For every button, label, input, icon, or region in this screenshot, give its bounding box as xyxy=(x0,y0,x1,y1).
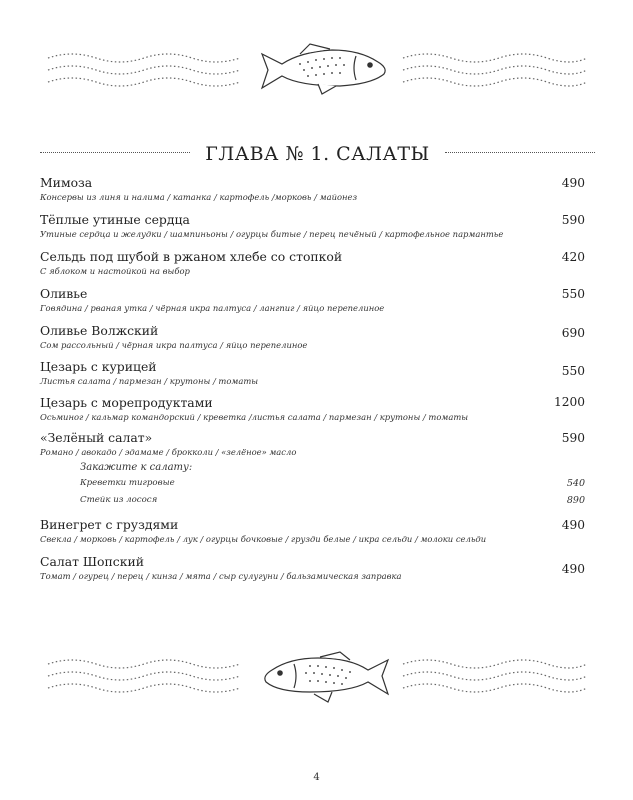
addon-heading: Закажите к салату: xyxy=(80,462,193,473)
menu-item xyxy=(40,554,585,591)
menu-item xyxy=(40,517,585,554)
bottom-decoration xyxy=(0,650,633,710)
item-name: Тёплые утиные сердца xyxy=(40,212,190,227)
item-description: Свекла / морковь / картофель / лук / огурцы бочковые / грузди белые / икра сельди / молоки сельди xyxy=(40,534,487,544)
menu-item xyxy=(40,249,585,286)
item-name: Оливье xyxy=(40,286,88,301)
item-price: 1200 xyxy=(553,395,585,409)
item-name: Мимоза xyxy=(40,175,93,190)
item-price: 420 xyxy=(561,250,585,264)
fish-icon xyxy=(262,44,385,94)
addon-item xyxy=(80,475,585,492)
menu-item xyxy=(40,395,585,430)
menu-item xyxy=(40,212,585,249)
item-price: 550 xyxy=(561,287,585,301)
item-name: Цезарь с курицей xyxy=(40,359,157,374)
item-name: Винегрет с груздями xyxy=(40,517,179,532)
addon-name: Стейк из лосося xyxy=(80,495,158,505)
addon-name: Креветки тигровые xyxy=(80,478,175,488)
chapter-title: ГЛАВА № 1. САЛАТЫ xyxy=(205,143,430,165)
item-price: 490 xyxy=(561,562,585,576)
item-name: Цезарь с морепродуктами xyxy=(40,395,213,410)
item-description: Говядина / рваная утка / чёрная икра палтуса / лангпиг / яйцо перепелиное xyxy=(40,303,385,313)
item-description: Сом рассольный / чёрная икра палтуса / яйцо перепелиное xyxy=(40,340,308,350)
wave-fish-illustration xyxy=(0,40,633,100)
menu-item xyxy=(40,430,585,517)
item-name: Салат Шопский xyxy=(40,554,144,569)
addon-price: 540 xyxy=(566,478,585,489)
item-price: 550 xyxy=(561,364,585,378)
item-description: Листья салата / пармезан / крутоны / томаты xyxy=(40,376,259,386)
item-name: Сельдь под шубой в ржаном хлебе со стопкой xyxy=(40,249,343,264)
top-decoration xyxy=(0,40,633,100)
item-name: Оливье Волжский xyxy=(40,323,159,338)
item-price: 590 xyxy=(561,213,585,227)
item-price: 690 xyxy=(561,326,585,340)
page-number: 4 xyxy=(313,772,320,783)
menu-item xyxy=(40,175,585,212)
addon-item xyxy=(80,492,585,509)
item-description: С яблоком и настойкой на выбор xyxy=(40,266,190,276)
item-description: Осьминог / кальмар командорский / креветка /листья салата / пармезан / крутоны / томаты xyxy=(40,412,469,422)
item-description: Консервы из линя и налима / катанка / картофель /морковь / майонез xyxy=(40,192,358,202)
title-divider-right xyxy=(445,152,595,153)
chapter-header xyxy=(40,143,595,171)
item-price: 490 xyxy=(561,176,585,190)
item-name: «Зелёный салат» xyxy=(40,430,153,445)
fish-icon xyxy=(265,652,388,702)
wave-fish-illustration xyxy=(0,650,633,710)
item-description: Утиные сердца и желудки / шампиньоны / огурцы битые / перец печёный / картофельное пармантье xyxy=(40,229,504,239)
addon-price: 890 xyxy=(566,495,585,506)
item-price: 490 xyxy=(561,518,585,532)
menu-item xyxy=(40,323,585,359)
item-description: Романо / авокадо / эдамаме / брокколи / «зелёное» масло xyxy=(40,447,297,457)
menu-item xyxy=(40,286,585,323)
item-description: Томат / огурец / перец / кинза / мята / сыр сулугуни / бальзамическая заправка xyxy=(40,571,402,581)
item-price: 590 xyxy=(561,431,585,445)
menu-item xyxy=(40,359,585,395)
salad-menu xyxy=(40,175,585,591)
